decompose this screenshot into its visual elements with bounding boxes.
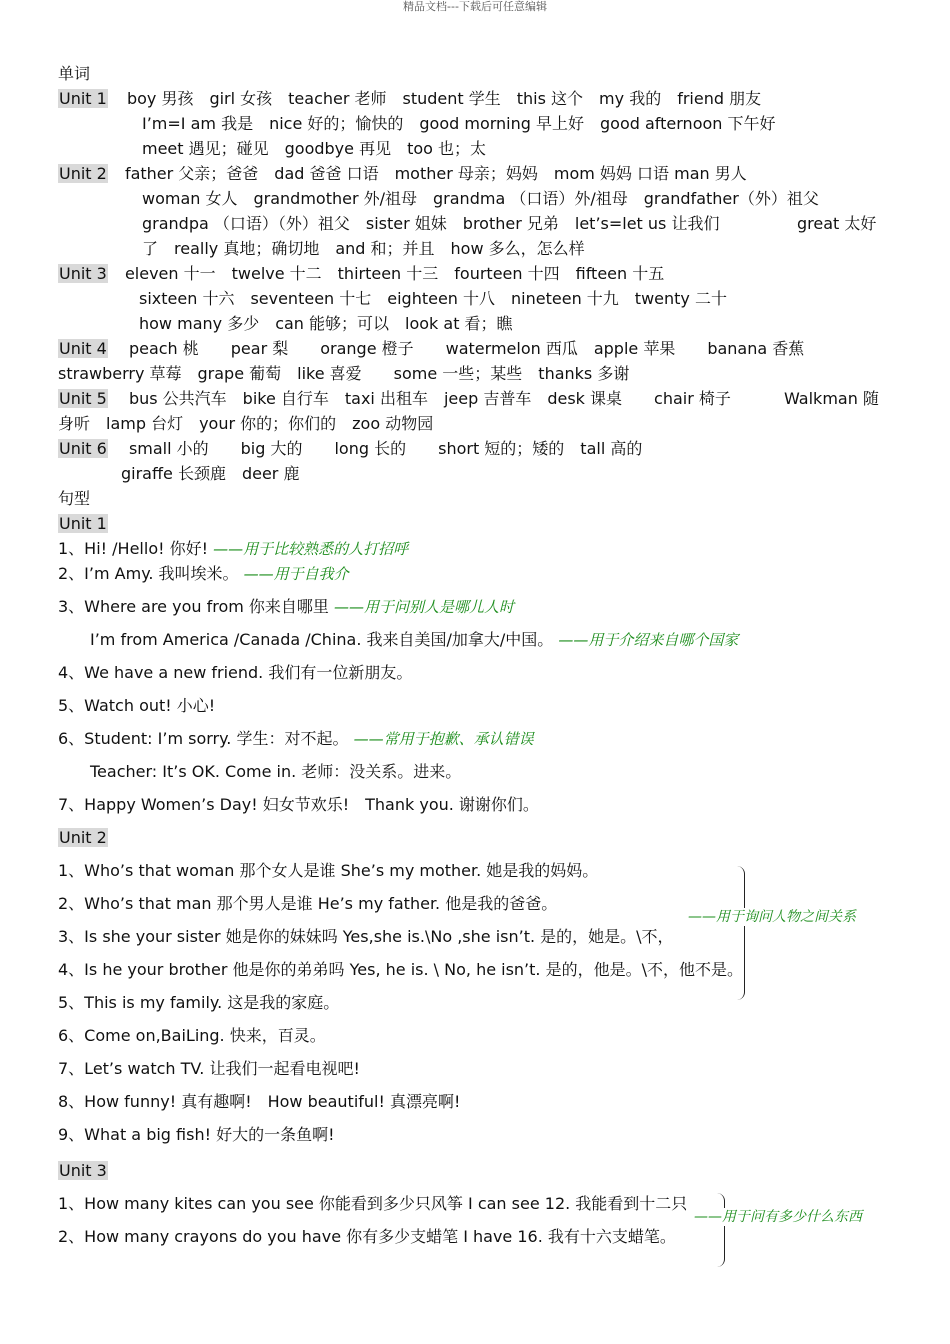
vocab-unit2-row2: woman 女人 grandmother 外/祖母 grandma （口语）外/祖母 grandfather（外）祖父 xyxy=(142,189,819,208)
unit2-item-5: 5、This is my family. 这是我的家庭。 xyxy=(58,993,340,1012)
usage-note: ——用于比较熟悉的人打招呼 xyxy=(213,540,409,558)
unit-label: Unit 5 xyxy=(59,389,107,408)
vocab-text: peach 桃 pear 梨 orange 橙子 watermelon 西瓜 apple 苹果 banana 香蕉 xyxy=(128,339,805,358)
unit3-bracket xyxy=(710,1193,725,1267)
vocab-unit3-row3: how many 多少 can 能够；可以 look at 看；瞧 xyxy=(139,314,513,333)
unit2-side-note: ——用于询问人物之间关系 xyxy=(688,909,856,925)
vocab-text: small 小的 big 大的 long 长的 short 短的；矮的 tall 高的 xyxy=(128,439,643,458)
sentence-text: 1、Hi! /Hello! 你好! xyxy=(58,539,209,558)
unit1-item-6b: Teacher: It’s OK. Come in. 老师：没关系。进来。 xyxy=(90,762,462,781)
unit2-item-7: 7、Let’s watch TV. 让我们一起看电视吧! xyxy=(58,1059,360,1078)
unit2-bracket xyxy=(730,866,745,1000)
vocab-unit2-row1 xyxy=(58,163,747,185)
unit3-item-1: 1、How many kites can you see 你能看到多少只风筝 I can see 12. 我能看到十二只 xyxy=(58,1194,688,1213)
vocab-unit1-row3: meet 遇见；碰见 goodbye 再见 too 也；太 xyxy=(142,139,487,158)
usage-note: ——用于问别人是哪儿人时 xyxy=(334,598,515,616)
sentences-title: 句型 xyxy=(58,489,91,508)
unit1-item-5: 5、Watch out! 小心! xyxy=(58,696,216,715)
sentence-text: 6、Student: I’m sorry. 学生：对不起。 xyxy=(58,729,349,748)
unit1-item-4: 4、We have a new friend. 我们有一位新朋友。 xyxy=(58,663,413,682)
unit1-item-3b xyxy=(90,629,738,651)
page-header: 精品文档---下载后可任意编辑 xyxy=(403,0,547,13)
unit-label: Unit 2 xyxy=(59,828,107,847)
vocab-unit4-row1 xyxy=(58,338,804,360)
unit1-item-7: 7、Happy Women’s Day! 妇女节欢乐! Thank you. 谢谢你们。 xyxy=(58,795,539,814)
vocab-unit1-row1 xyxy=(58,88,761,110)
unit-label: Unit 1 xyxy=(59,89,107,108)
unit2-item-1: 1、Who’s that woman 那个女人是谁 She’s my mother. 她是我的妈妈。 xyxy=(58,861,599,880)
unit-label: Unit 1 xyxy=(59,514,107,533)
vocab-unit3-row2: sixteen 十六 seventeen 十七 eighteen 十八 nineteen 十九 twenty 二十 xyxy=(139,289,727,308)
unit1-item-3 xyxy=(58,596,514,618)
vocab-unit5-row2: 身听 lamp 台灯 your 你的；你们的 zoo 动物园 xyxy=(58,414,434,433)
vocab-unit5-row1-end: Walkman 随 xyxy=(784,389,879,408)
unit1-item-1 xyxy=(58,538,408,560)
usage-note: ——用于自我介 xyxy=(243,565,349,583)
vocab-unit1-row2: I’m=I am 我是 nice 好的；愉快的 good morning 早上好 good afternoon 下午好 xyxy=(142,114,776,133)
usage-note: ——用于介绍来自哪个国家 xyxy=(558,631,739,649)
vocab-title: 单词 xyxy=(58,64,91,83)
unit-label: Unit 3 xyxy=(59,264,107,283)
unit1-item-2 xyxy=(58,563,349,585)
vocab-text: bus 公共汽车 bike 自行车 taxi 出租车 jeep 吉普车 desk 课桌 chair 椅子 xyxy=(128,389,731,408)
unit-label: Unit 3 xyxy=(59,1161,107,1180)
vocab-text: eleven 十一 twelve 十二 thirteen 十三 fourteen 十四 fifteen 十五 xyxy=(124,264,665,283)
unit2-heading xyxy=(58,827,108,849)
vocab-unit3-row1 xyxy=(58,263,664,285)
vocab-text: father 父亲；爸爸 dad 爸爸 口语 mother 母亲；妈妈 mom 妈妈 口语 man 男人 xyxy=(124,164,747,183)
unit2-item-8: 8、How funny! 真有趣啊! How beautiful! 真漂亮啊! xyxy=(58,1092,461,1111)
sentence-text: I’m from America /Canada /China. 我来自美国/加拿大/中国。 xyxy=(90,630,554,649)
vocab-unit2-row3: grandpa （口语）（外）祖父 sister 姐妹 brother 兄弟 let’s=let us 让我们 xyxy=(142,214,720,233)
sentence-text: 2、I’m Amy. 我叫埃米。 xyxy=(58,564,239,583)
unit-label: Unit 4 xyxy=(59,339,107,358)
unit3-side-note: ——用于问有多少什么东西 xyxy=(694,1209,862,1225)
unit1-item-6 xyxy=(58,728,534,750)
unit-label: Unit 6 xyxy=(59,439,107,458)
unit-label: Unit 2 xyxy=(59,164,107,183)
unit1-heading xyxy=(58,513,108,535)
vocab-unit5-row1 xyxy=(58,388,731,410)
unit2-item-6: 6、Come on,BaiLing. 快来，百灵。 xyxy=(58,1026,326,1045)
sentence-text: 3、Where are you from 你来自哪里 xyxy=(58,597,329,616)
unit2-item-9: 9、What a big fish! 好大的一条鱼啊! xyxy=(58,1125,335,1144)
vocab-text: boy 男孩 girl 女孩 teacher 老师 student 学生 this 这个 my 我的 friend 朋友 xyxy=(126,89,762,108)
unit3-heading xyxy=(58,1160,108,1182)
vocab-unit6-row1 xyxy=(58,438,642,460)
vocab-unit2-row4: 了 really 真地；确切地 and 和；并且 how 多么，怎么样 xyxy=(142,239,585,258)
vocab-unit4-row2: strawberry 草莓 grape 葡萄 like 喜爱 some 一些；某些 thanks 多谢 xyxy=(58,364,630,383)
unit2-item-4: 4、Is he your brother 他是你的弟弟吗 Yes, he is. \ No, he isn’t. 是的，他是。\不，他不是。 xyxy=(58,960,743,979)
unit2-item-2: 2、Who’s that man 那个男人是谁 He’s my father. 他是我的爸爸。 xyxy=(58,894,558,913)
unit2-item-3: 3、Is she your sister 她是你的妹妹吗 Yes,she is.\No ,she isn’t. 是的，她是。\不， xyxy=(58,927,674,946)
vocab-unit2-row3-end: great 太好 xyxy=(797,214,877,233)
unit3-item-2: 2、How many crayons do you have 你有多少支蜡笔 I have 16. 我有十六支蜡笔。 xyxy=(58,1227,676,1246)
usage-note: ——常用于抱歉、承认错误 xyxy=(353,730,534,748)
vocab-unit6-row2: giraffe 长颈鹿 deer 鹿 xyxy=(121,464,300,483)
